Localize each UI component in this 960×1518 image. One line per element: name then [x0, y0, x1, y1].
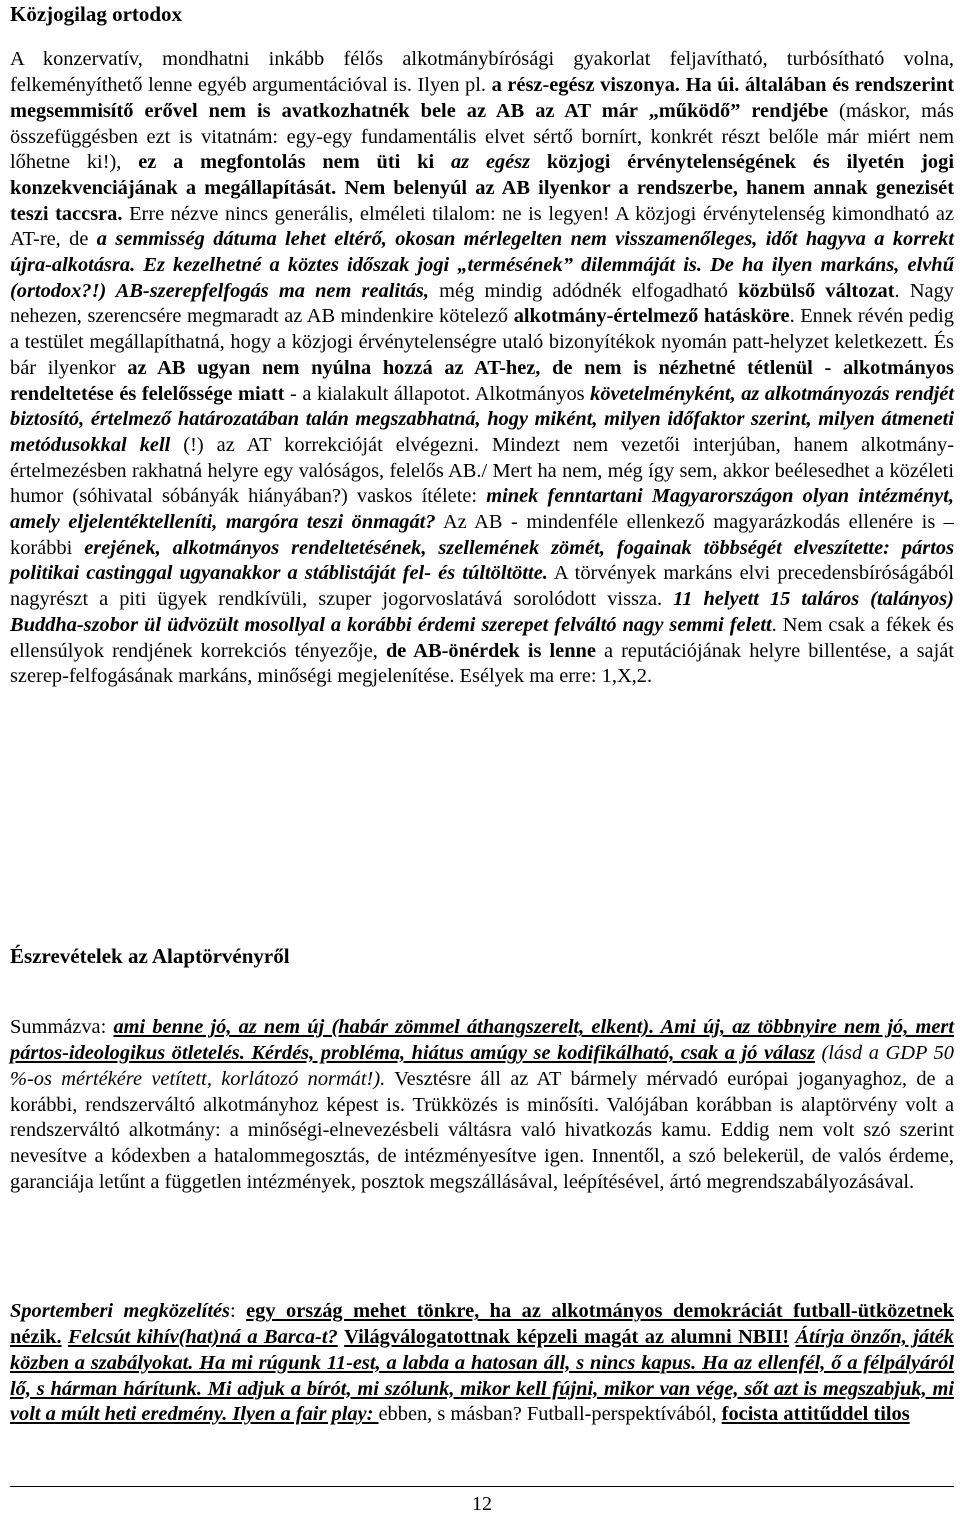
footer-divider: [10, 1486, 954, 1487]
italic-run: (lásd a GDP 50 %-os mértékére vetített, korlátozó normát!).: [10, 1042, 955, 1090]
paragraph-sportemberi: [10, 1299, 954, 1428]
bold-italic-run: erejének, alkotmányos rendeltetésének, szellemének zömét, fogainak többségét elveszítette: pártos politikai castinggal ugyanakkor a stáblistáját fel- és túltöltötte.: [10, 536, 954, 585]
bold-run: de AB-önérdek is lenne: [385, 639, 596, 662]
text-run: A konzervatív, mondhatni inkább félős alkotmánybírósági gyakorlat feljavítható, turbósítható volna, felkeményíthető lenne egyéb argumentációval is. Ilyen pl.: [10, 48, 954, 97]
text-run: :: [230, 1300, 247, 1323]
bold-underlined-run: egy ország mehet tönkre, ha az alkotmányos demokráciát futball-ütközetnek nézik.: [10, 1300, 954, 1349]
text-run: Erre nézve nincs generális, elméleti tilalom: ne is legyen! A közjogi érvénytelenség kimondható az AT-re, de: [10, 202, 954, 251]
paragraph-summazva: [10, 1015, 954, 1195]
section-title-kozjogilag-ortodox: Közjogilag ortodox: [10, 2, 183, 26]
text-run: még mindig adódnék elfogadható: [428, 279, 739, 302]
text-run: Summázva:: [10, 1016, 114, 1039]
bold-run: közjogi érvénytelenségének és ilyetén jogi konzekvenciájának a megállapítását. Nem belenyúl az AB ilyenkor a rendszerbe, hanem annak genezisét teszi taccsra.: [10, 151, 954, 225]
page-number: 12: [472, 1493, 492, 1515]
text-run: Vesztésre áll az AT bármely mérvadó európai joganyaghoz, de a korábbi, rendszerváltó alkotmányhoz képest is. Trükközés is minősíti. Valójában korábban is alaptörvény volt a rendszerváltó alkotmány: a minőségi-elnevezésbeli váltásra való hivatkozás kamu. Eddig nem volt szó szerint nevesítve a kódexben a hatalommegosztás, de intézményesítve igen. Innentől, a szó belekerül, de valós érdeme, garanciája letűnt a független intézmények, posztok megszállásával, leépítésével, ártó megrendszabályozásával.: [10, 1067, 954, 1193]
bold-italic-run: követelményként, az alkotmányozás rendjét biztosító, értelmező határozatában talán megszabhatná, hogy miként, milyen időfaktor szerint, milyen átmeneti metódusokkal kell: [10, 382, 954, 456]
text-run: Az AB - mindenféle ellenkező magyarázkodás ellenére is – korábbi: [10, 511, 955, 559]
text-run: . Nem csak a fékek és ellensúlyok rendjének korrekciós tényezője,: [10, 613, 954, 662]
bold-run: az AB ugyan nem nyúlna hozzá az AT-hez, de nem is nézhetné tétlenül - alkotmányos rendeltetése és felelőssége miatt: [10, 356, 954, 405]
paragraph-ortodox: [10, 47, 954, 690]
bold-italic-run: minek fenntartani Magyarországon olyan intézményt, amely eljelentéktelleníti, margóra teszi önmagát?: [10, 485, 954, 534]
text-run: . Nagy nehezen, szerencsére megmaradt az AB mindenkire kötelező: [10, 279, 954, 328]
text-run: (!) az AT korrekcióját elvégezni. Mindezt nem vezetői interjúban, hanem alkotmányértelmezésben rakhatná helyre egy valóságos, felelős AB./ Mert ha nem, még így sem, akkor beélesedhet a közéleti humor (sóhivatal sóbányák hiányában?) vaskos ítélete:: [10, 433, 954, 508]
bold-italic-run: az egész: [450, 151, 531, 174]
text-run: (máskor, más összefüggésben ezt is vitatnám: egy-egy fundamentális elvet sértő bornírt, konkrét részt belőle már miért nem lőhetne ki!),: [10, 99, 954, 174]
section-title-eszrevetelek: Észrevételek az Alaptörvényről: [10, 944, 290, 968]
bold-italic-underlined-run: Felcsút kihív(hat)ná a Barca-t?: [68, 1326, 338, 1349]
text-run: ebben, s másban? Futball-perspektívából,: [378, 1403, 722, 1426]
text-run: . Ennek révén pedig a testület megállapíthatná, hogy a közjogi érvénytelenségre utaló bizonyítékok nyomán patt-helyzet keletkezett. És bár ilyenkor: [10, 305, 955, 379]
bold-italic-run: 11 helyett 15 taláros (talányos) Buddha-szobor ül üdvözült mosollyal a korábbi érdemi szerepet felváltó nagy semmi felett: [10, 588, 954, 636]
bold-underlined-run: focista attitűddel tilos: [721, 1403, 910, 1426]
bold-italic-underlined-run: Átírja önzőn, játék közben a szabályokat. Ha mi rúgunk 11-est, a labda a hatosan áll, s nincs kapus. Ha az ellenfél, ő a félpályáról lő, s hárman hárítunk. Mi adjuk a bírót, mi szólunk, mikor kell fújni, mikor van vége, sőt azt is megszabjuk, mi volt a múlt heti eredmény. Ilyen a fair play:: [10, 1326, 954, 1426]
bold-run: alkotmány-értelmező hatásköre: [513, 305, 790, 328]
bold-italic-run: a semmisség dátuma lehet eltérő, okosan mérlegelten nem visszamenőleges, időt hagyva a korrekt újra-alkotásra. Ez kezelhetné a köztes időszak jogi „termésének” dilemmáját is. De ha ilyen markáns, elvhű (ortodox?!) AB-szerepfelfogás ma nem realitás,: [10, 228, 954, 302]
text-run: a reputációjának helyre billentése, a saját szerep-felfogásának markáns, minőségi megjelenítése. Esélyek ma erre: 1,X,2.: [10, 639, 954, 688]
text-run: A törvények markáns elvi precedensbíróságából nagyrészt a piti ügyek rendkívüli, szuper jogorvoslatává sorolódott vissza.: [10, 562, 955, 611]
bold-italic-run: Sportemberi megközelítés: [10, 1300, 230, 1323]
bold-run: közbülső változat: [738, 279, 895, 302]
text-run: - a kialakult állapotot. Alkotmányos: [284, 382, 591, 405]
bold-underlined-run: Világválogatottnak képzeli magát az alumni NBII!: [344, 1326, 790, 1349]
bold-run: a rész-egész viszonya. Ha úi. általában és rendszerint megsemmisítő erővel nem is avatkozhatnék bele az AB az AT már „működő” rendjébe: [10, 74, 954, 122]
bold-italic-underlined-run: ami benne jó, az nem új (habár zömmel áthangszerelt, elkent). Ami új, az többnyire nem jó, mert pártos-ideologikus ötletelés. Kérdés, probléma, hiátus amúgy se kodifikálható, csak a jó válasz: [10, 1016, 954, 1065]
bold-run: ez a megfontolás nem üti ki: [138, 151, 451, 174]
